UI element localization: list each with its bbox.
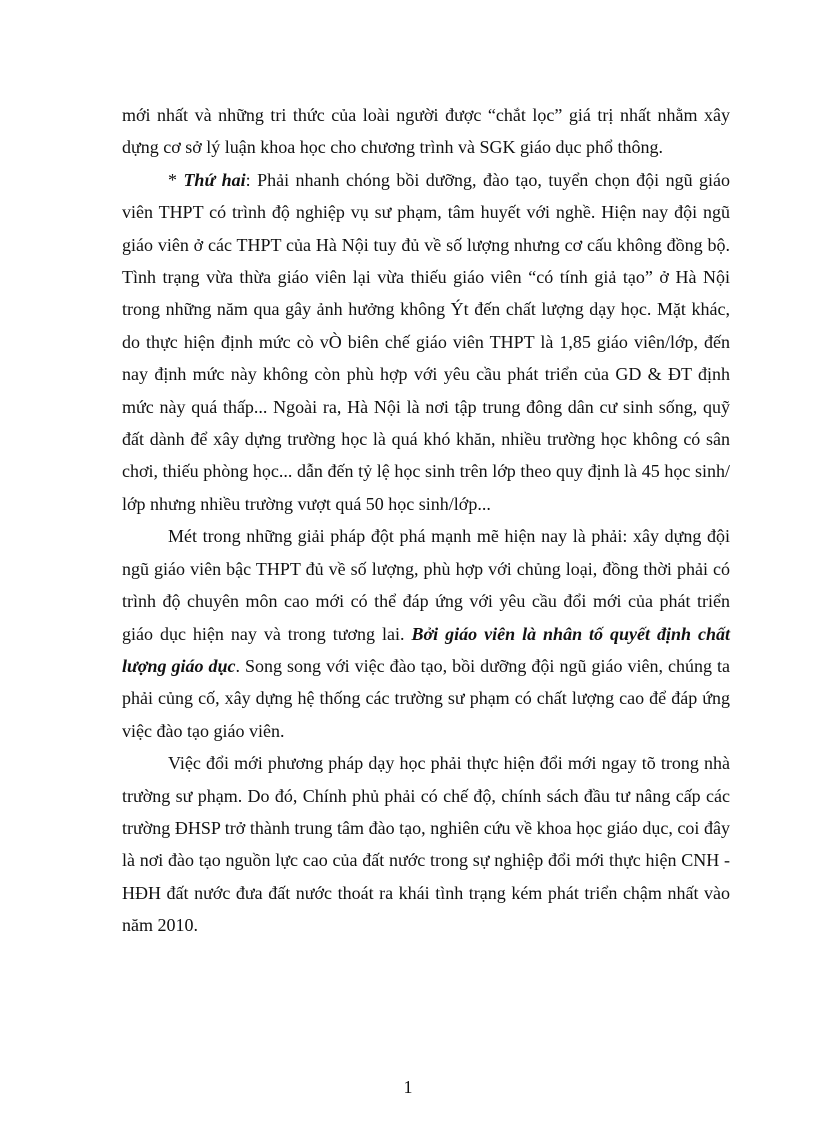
heading-thu-hai: Thứ hai — [183, 169, 246, 190]
p4-line: học giáo dục, coi đây là nơi đào tạo nguồn lực cao của đất nước trong sự — [122, 817, 730, 871]
p3-line: có chất lượng cao để đáp ứng việc đào tạo giáo viên. — [122, 688, 730, 741]
p2-line: giả tạo” ở Hà Nội trong những năm qua gây ảnh hưởng không Ýt đến chất — [122, 267, 731, 320]
p2-line: : Phải nhanh chóng bồi dưỡng, đào tạo, tuyển chọn đội ngũ — [245, 169, 693, 190]
p2-line: tỷ lệ học sinh trên lớp theo quy định là 45 học sinh/ lớp nhưng nhiều trường — [122, 461, 731, 514]
p4-line: nhà trường sư phạm. Do đó, Chính phủ phải có chế độ, chính sách đầu tư — [122, 753, 730, 806]
p3-line: ngũ giáo viên, chúng ta phải củng cố, xây dựng hệ thống các trường sư phạm — [122, 655, 730, 709]
p2-line: không đồng bộ. Tình trạng vừa thừa giáo viên lại vừa thiếu giáo viên “có tính — [122, 234, 731, 288]
p3-line: thời phải có trình độ chuyên môn cao mới có thể đáp ứng với yêu cầu đổi mới — [122, 558, 731, 612]
p2-line: yêu cầu phát triển của GD & ĐT định mức này quá thấp... Ngoài ra, Hà Nội là — [122, 364, 731, 417]
p2-line: quá khó khăn, nhiều trường học không có sân chơi, thiếu phòng học... dẫn đến — [122, 429, 731, 482]
p2-line: đội ngũ giáo viên ở các THPT của Hà Nội tuy đủ về số lượng nhưng cơ cấu — [122, 202, 730, 255]
p4-line: Việc đổi mới phương pháp dạy học phải thực hiện đổi mới ngay tõ trong — [168, 753, 699, 774]
p2-line: vượt quá 50 học sinh/lớp... — [297, 493, 491, 514]
p1-line: thông. — [617, 137, 663, 158]
paragraph-3 — [122, 520, 730, 747]
paragraph-4 — [122, 747, 730, 941]
p4-line: nâng cấp các trường ĐHSP trở thành trung tâm đào tạo, nghiên cứu về khoa — [122, 785, 730, 838]
p2-line: nơi tập trung đông dân cư sinh sống, quỹ đất dành để xây dựng trường học là — [122, 396, 731, 450]
body-text — [122, 99, 730, 942]
p2-line: THPT là 1,85 giáo viên/lớp, đến nay định mức này không còn phù hợp với — [122, 331, 731, 385]
p4-line: nghiệp đổi mới thực hiện CNH - HĐH đất nước đưa đất nước thoát ra khái — [122, 850, 731, 903]
bullet-prefix: * — [168, 169, 184, 190]
p1-line: mới nhất và những tri thức của loài người được “chắt lọc” giá trị nhất — [122, 105, 651, 125]
p2-line: giáo viên THPT có trình độ nghiệp vụ sư phạm, tâm huyết với nghề. Hiện nay — [122, 169, 731, 223]
paragraph-2 — [122, 164, 730, 520]
p3-line: đội ngũ giáo viên bậc THPT đủ về số lượng, phù hợp với chủng loại, đồng — [122, 526, 730, 579]
paragraph-1 — [122, 99, 730, 164]
p3-line: của phát triển giáo dục hiện nay và trong tương lai. — [122, 591, 730, 644]
p2-line: lượng dạy học. Mặt khác, do thực hiện định mức cò vÒ biên chế giáo viên — [122, 299, 730, 352]
p3-line: Mét trong những giải pháp đột phá mạnh mẽ hiện nay là phải: xây dựng — [168, 526, 702, 547]
p1-line: nhằm xây dựng cơ sở lý luận khoa học cho chương trình và SGK giáo dục phổ — [122, 105, 730, 158]
page-number: 1 — [403, 1077, 413, 1097]
p4-line: tình trạng kém phát triển chậm nhất vào năm 2010. — [122, 882, 731, 936]
p3-after-emphasis: . Song song với việc đào tạo, bồi dưỡng đội — [235, 655, 555, 676]
emphasis-text: Bởi giáo viên là nhân tố — [411, 623, 604, 644]
emphasis-text: quyết định chất lượng giáo dục — [122, 623, 731, 676]
